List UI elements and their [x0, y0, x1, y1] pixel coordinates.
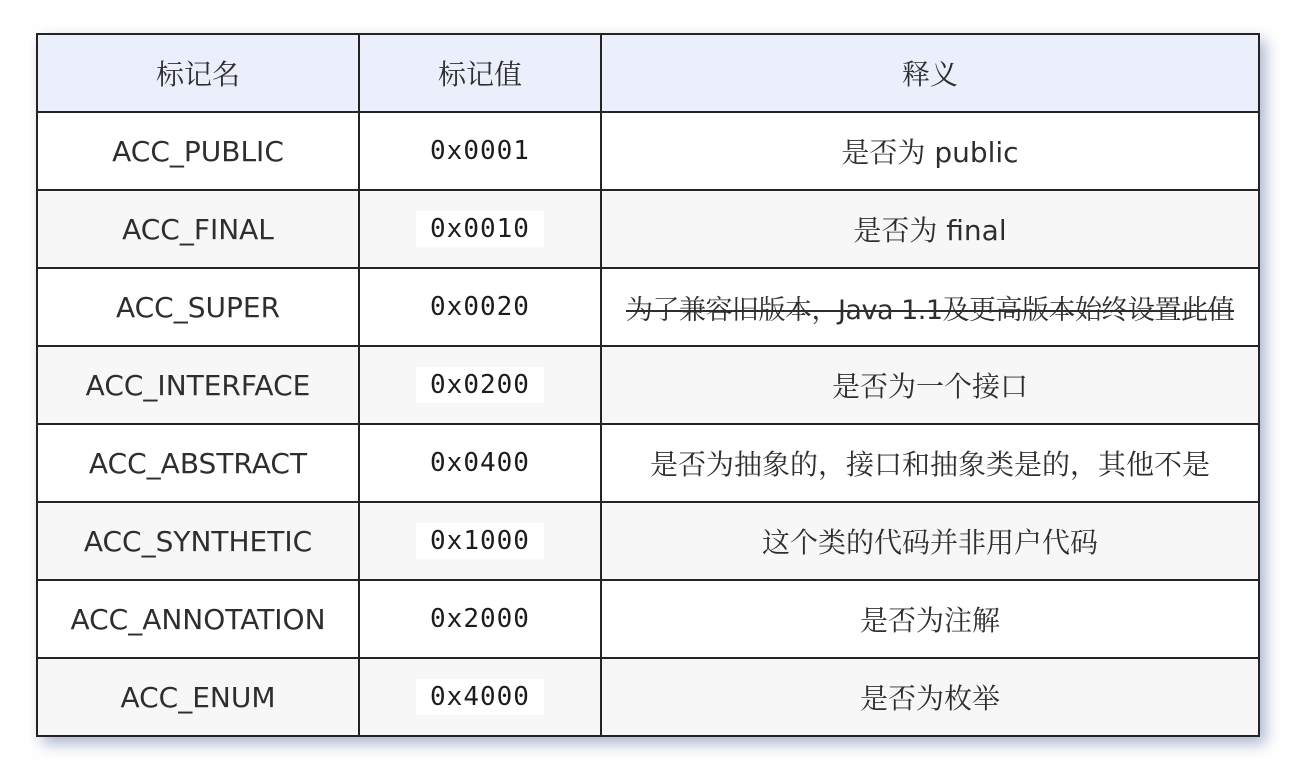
- hex-value: 0x4000: [416, 679, 544, 715]
- hex-value: 0x0010: [416, 211, 544, 247]
- access-flags-table: [36, 33, 1260, 737]
- flag-name-cell: ACC_FINAL: [37, 190, 359, 268]
- flag-value-cell: [359, 424, 601, 502]
- column-header-meaning: 释义: [601, 34, 1259, 112]
- table-header: [37, 34, 1259, 112]
- meaning-cell: 是否为注解: [601, 580, 1259, 658]
- table-row: [37, 112, 1259, 190]
- flag-name-cell: ACC_ENUM: [37, 658, 359, 736]
- meaning-cell: 是否为抽象的，接口和抽象类是的，其他不是: [601, 424, 1259, 502]
- flag-name-cell: ACC_PUBLIC: [37, 112, 359, 190]
- table-row: [37, 502, 1259, 580]
- flag-value-cell: [359, 580, 601, 658]
- meaning-cell: 是否为 final: [601, 190, 1259, 268]
- flag-value-cell: [359, 268, 601, 346]
- flag-value-cell: [359, 112, 601, 190]
- table-row: [37, 658, 1259, 736]
- column-header-flag-name: 标记名: [37, 34, 359, 112]
- table-row: [37, 190, 1259, 268]
- hex-value: 0x0020: [416, 289, 544, 325]
- flag-name-cell: ACC_SUPER: [37, 268, 359, 346]
- hex-value: 0x0400: [416, 445, 544, 481]
- flag-name-cell: ACC_ANNOTATION: [37, 580, 359, 658]
- hex-value: 0x1000: [416, 523, 544, 559]
- header-row: [37, 34, 1259, 112]
- flag-name-cell: ACC_INTERFACE: [37, 346, 359, 424]
- table-row: [37, 424, 1259, 502]
- table-row: [37, 268, 1259, 346]
- flag-value-cell: [359, 502, 601, 580]
- table-row: [37, 346, 1259, 424]
- hex-value: 0x0200: [416, 367, 544, 403]
- table-row: [37, 580, 1259, 658]
- hex-value: 0x2000: [416, 601, 544, 637]
- column-header-flag-value: 标记值: [359, 34, 601, 112]
- meaning-cell: 是否为枚举: [601, 658, 1259, 736]
- meaning-cell: 是否为一个接口: [601, 346, 1259, 424]
- meaning-cell-strikethrough: 为了兼容旧版本，Java 1.1及更高版本始终设置此值: [601, 268, 1259, 346]
- flag-value-cell: [359, 658, 601, 736]
- flag-name-cell: ACC_SYNTHETIC: [37, 502, 359, 580]
- flag-value-cell: [359, 346, 601, 424]
- meaning-cell: 是否为 public: [601, 112, 1259, 190]
- meaning-cell: 这个类的代码并非用户代码: [601, 502, 1259, 580]
- hex-value: 0x0001: [416, 133, 544, 169]
- flag-value-cell: [359, 190, 601, 268]
- flag-name-cell: ACC_ABSTRACT: [37, 424, 359, 502]
